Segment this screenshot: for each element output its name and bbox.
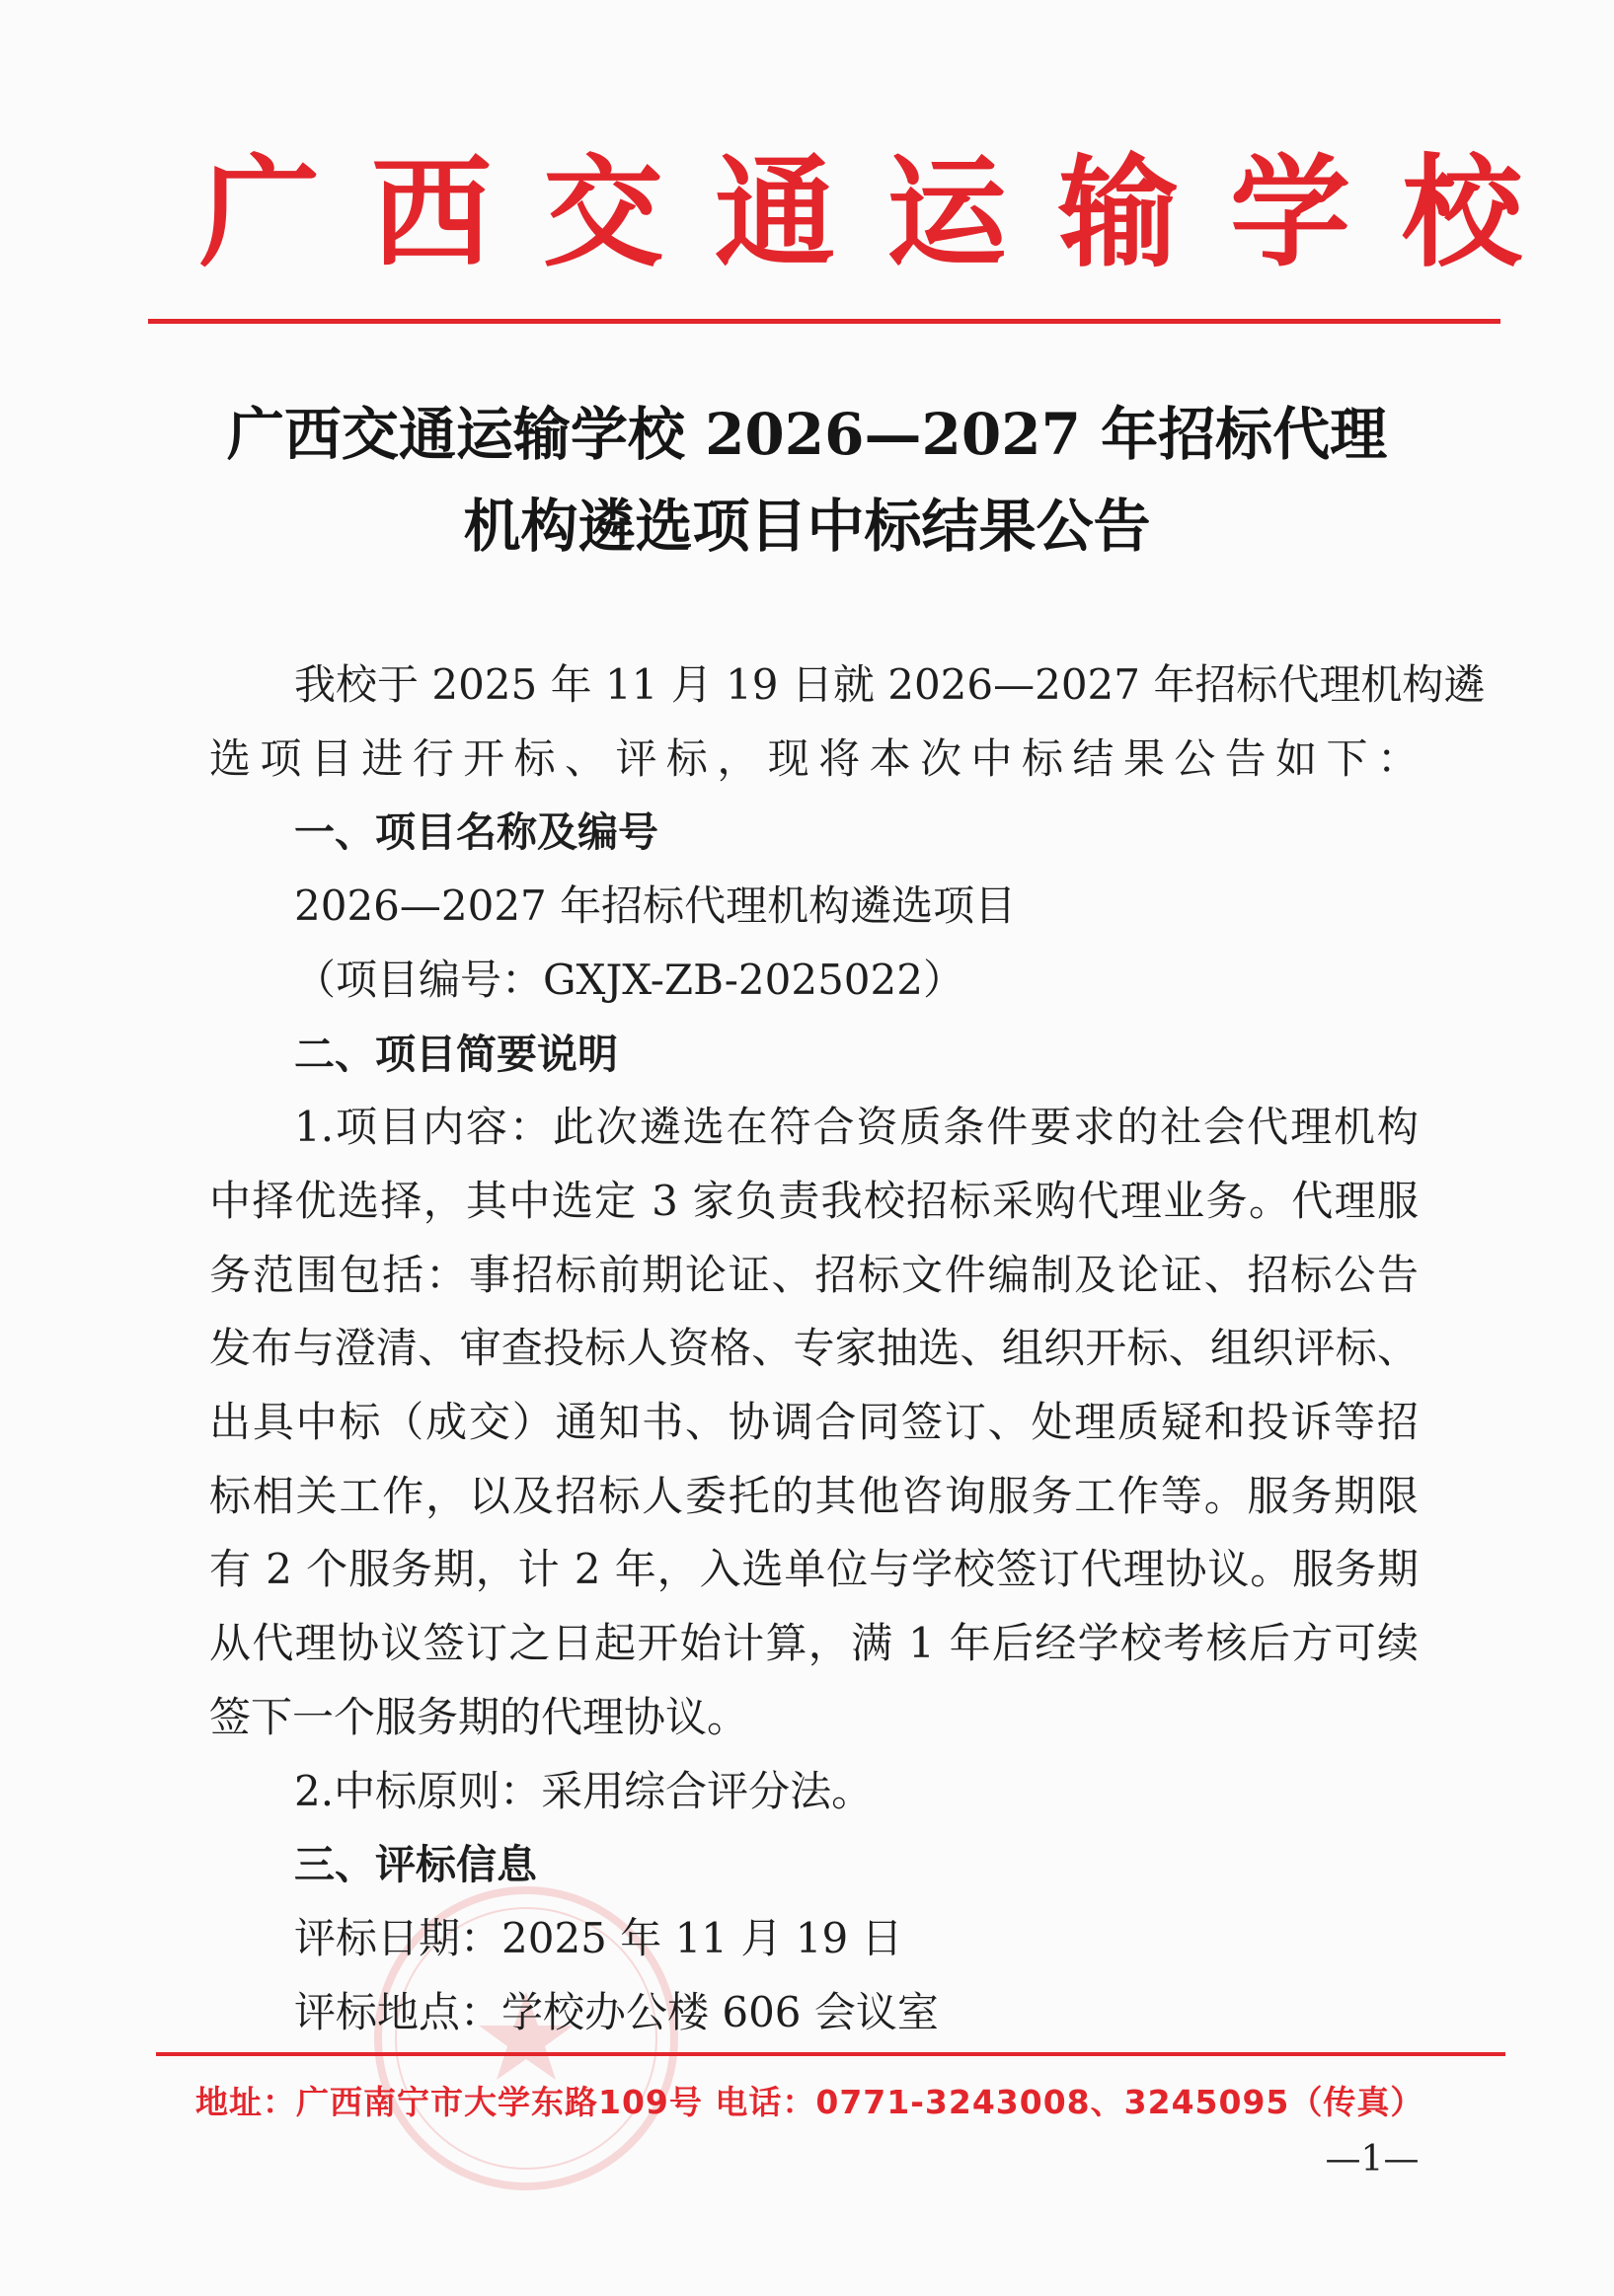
paragraph-line: 有 2 个服务期，计 2 年，入选单位与学校签订代理协议。服务期 <box>209 1545 1419 1594</box>
paragraph-line: 发布与澄清、审查投标人资格、专家抽选、组织开标、组织评标、 <box>209 1324 1419 1373</box>
section-heading: 二、项目简要说明 <box>294 1030 618 1078</box>
document-title-line-2: 机构遴选项目中标结果公告 <box>463 493 1151 560</box>
paragraph-line: 出具中标（成交）通知书、协调合同签订、处理质疑和投诉等招 <box>209 1398 1419 1446</box>
section-heading: 三、评标信息 <box>294 1841 537 1889</box>
letterhead-school-name: 广西交通运输学校 <box>199 141 1574 283</box>
paragraph-line: 标相关工作，以及招标人委托的其他咨询服务工作等。服务期限 <box>209 1471 1419 1520</box>
page-number: —1— <box>1325 2139 1420 2180</box>
letterhead-red-rule <box>148 319 1500 324</box>
indented-line: 评标日期：2025 年 11 月 19 日 <box>294 1913 903 1962</box>
paragraph-first-line: 1.项目内容：此次遴选在符合资质条件要求的社会代理机构 <box>294 1103 1419 1152</box>
footer-red-rule <box>156 2052 1505 2056</box>
paragraph-line: 中择优选择，其中选定 3 家负责我校招标采购代理业务。代理服 <box>209 1176 1419 1225</box>
document-title-line-1: 广西交通运输学校 2026—2027 年招标代理 <box>226 401 1388 468</box>
indented-line: 2.中标原则：采用综合评分法。 <box>294 1766 874 1815</box>
paragraph-line: 务范围包括：事招标前期论证、招标文件编制及论证、招标公告 <box>209 1250 1419 1299</box>
paragraph-first-line: 我校于 2025 年 11 月 19 日就 2026—2027 年招标代理机构遴 <box>294 660 1486 709</box>
indented-line: 2026—2027 年招标代理机构遴选项目 <box>294 881 1017 931</box>
footer-address: 地址：广西南宁市大学东路109号 电话：0771-3243008、3245095（传真） <box>195 2083 1424 2121</box>
paragraph-line: 从代理协议签订之日起开始计算，满 1 年后经学校考核后方可续 <box>209 1619 1419 1668</box>
paragraph-line: 选项目进行开标、评标，现将本次中标结果公告如下： <box>209 733 1419 783</box>
section-heading: 一、项目名称及编号 <box>294 808 658 857</box>
paragraph-last-line: 签下一个服务期的代理协议。 <box>209 1692 749 1741</box>
indented-line: （项目编号：GXJX-ZB-2025022） <box>294 955 964 1004</box>
indented-line: 评标地点：学校办公楼 606 会议室 <box>294 1987 939 2036</box>
